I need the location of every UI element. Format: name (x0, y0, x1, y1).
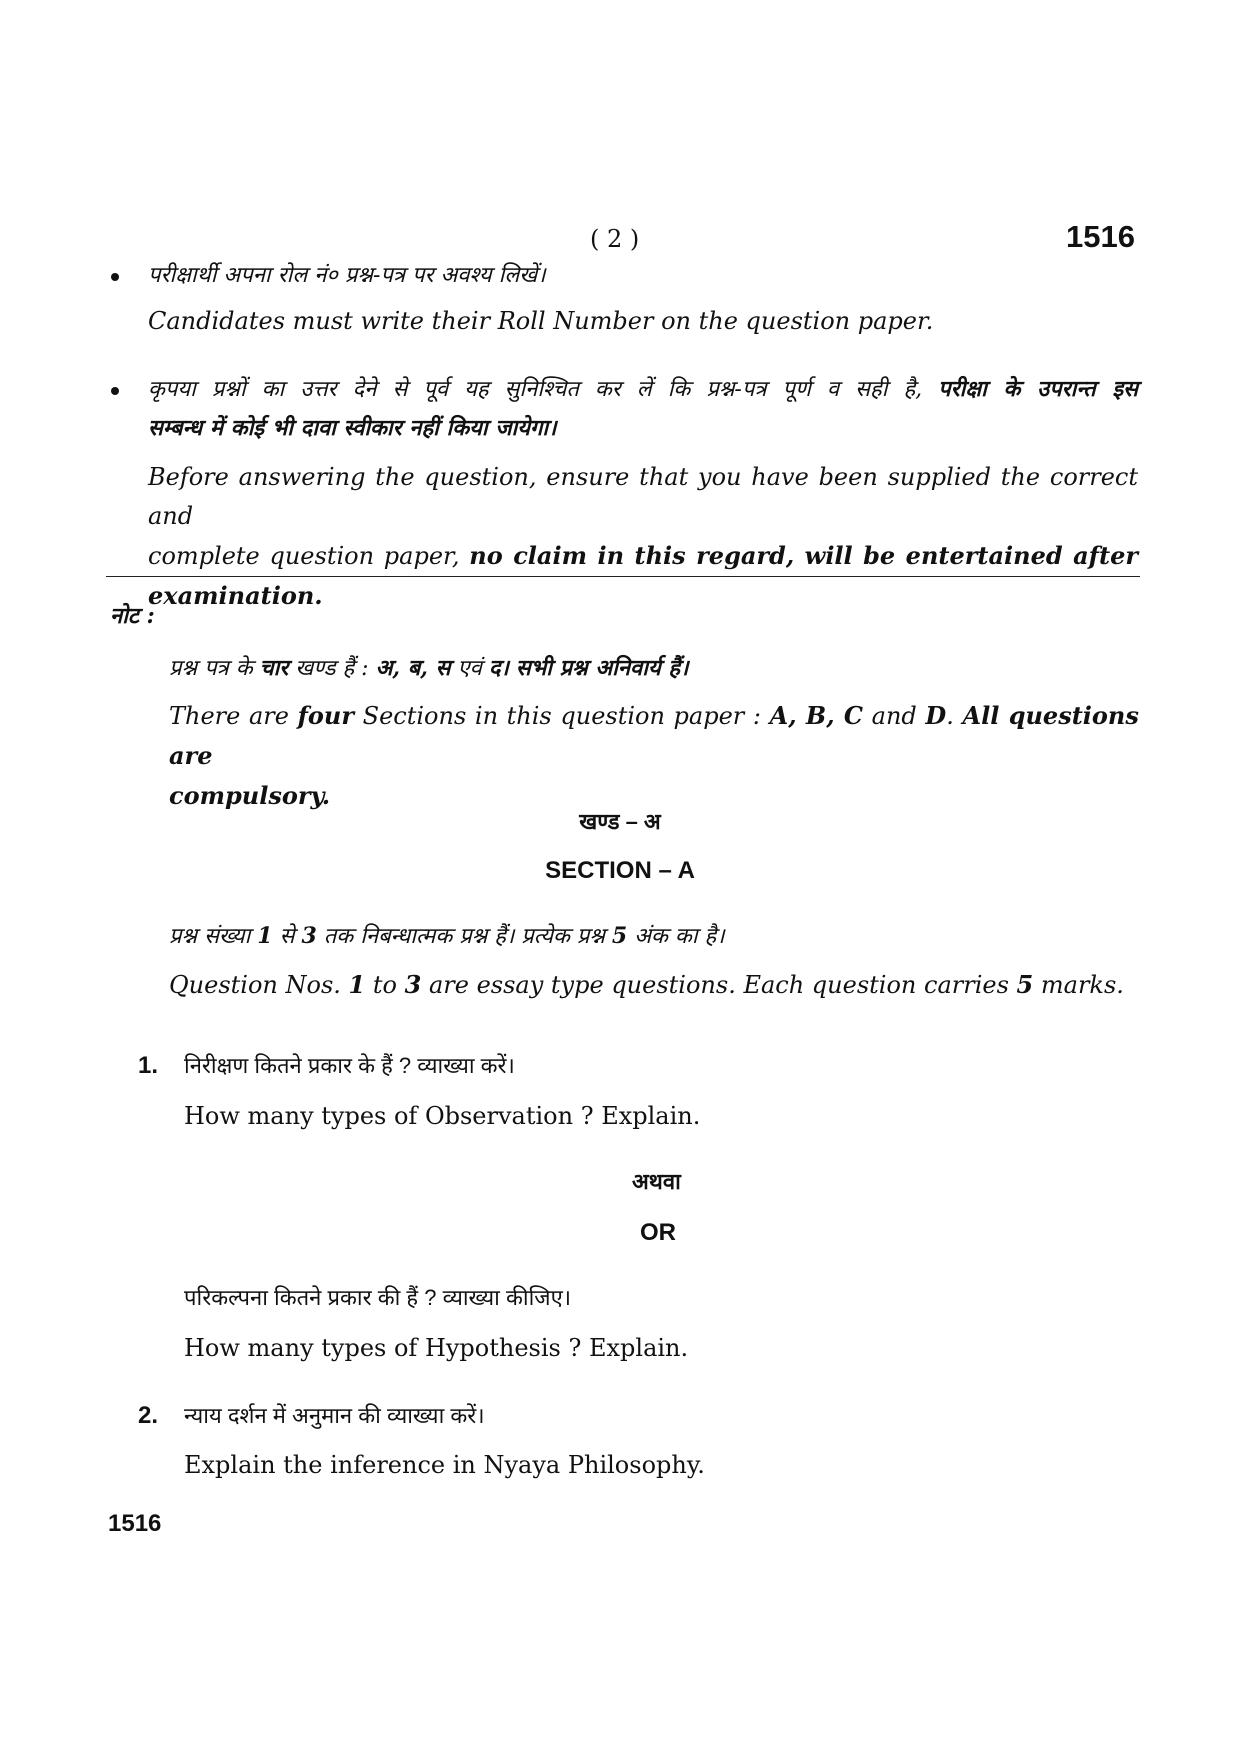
section-instruction-english: Question Nos. 1 to 3 are essay type questions. Each question carries 5 marks. (169, 970, 1124, 999)
or-english: OR (640, 1219, 676, 1246)
question-number: 1. (138, 1052, 159, 1079)
instruction-1-hindi: परीक्षार्थी अपना रोल नं० प्रश्न-पत्र पर अवश्य लिखें। (148, 263, 546, 288)
page-number: ( 2 ) (590, 225, 640, 253)
bullet-icon (111, 273, 119, 281)
instruction-2-hindi: कृपया प्रश्नों का उत्तर देने से पूर्व यह सुनिश्चित कर लें कि प्रश्न-पत्र पूर्ण व सही है, परीक्षा के उपरान्त इस सम्बन्ध में कोई भी दावा स्वीकार नहीं किया जायेगा। (148, 376, 1139, 441)
instruction-2-english: Before answering the question, ensure that you have been supplied the correct and complete question paper, no claim in this regard, will be entertained after examination. (148, 463, 1138, 610)
instruction-1-english: Candidates must write their Roll Number on the question paper. (148, 307, 934, 335)
paper-code: 1516 (1066, 219, 1135, 254)
note-english: There are four Sections in this question paper : A, B, C and D. All questions are compulsory. (169, 701, 1139, 810)
question-1-english: How many types of Observation ? Explain. (184, 1102, 701, 1130)
note-label: नोट : (110, 603, 155, 629)
note-hindi: प्रश्न पत्र के चार खण्ड हैं : अ, ब, स एवं द। सभी प्रश्न अनिवार्य हैं। (169, 655, 689, 681)
question-1-alt-english: How many types of Hypothesis ? Explain. (184, 1334, 689, 1362)
section-title-english: SECTION – A (545, 857, 695, 884)
question-1-alt-hindi: परिकल्पना कितने प्रकार की हैं ? व्याख्या कीजिए। (184, 1285, 572, 1310)
question-1-hindi: निरीक्षण कितने प्रकार के हैं ? व्याख्या करें। (184, 1053, 515, 1078)
question-2-hindi: न्याय दर्शन में अनुमान की व्याख्या करें। (184, 1403, 485, 1428)
section-instruction-hindi: प्रश्न संख्या 1 से 3 तक निबन्धात्मक प्रश्न हैं। प्रत्येक प्रश्न 5 अंक का है। (169, 923, 725, 949)
divider (106, 576, 1140, 577)
footer-paper-code: 1516 (108, 1510, 162, 1537)
question-number: 2. (138, 1402, 159, 1429)
or-hindi: अथवा (632, 1169, 681, 1194)
bullet-icon (111, 387, 119, 395)
section-title-hindi: खण्ड – अ (579, 809, 661, 834)
question-2-english: Explain the inference in Nyaya Philosophy. (184, 1451, 705, 1479)
